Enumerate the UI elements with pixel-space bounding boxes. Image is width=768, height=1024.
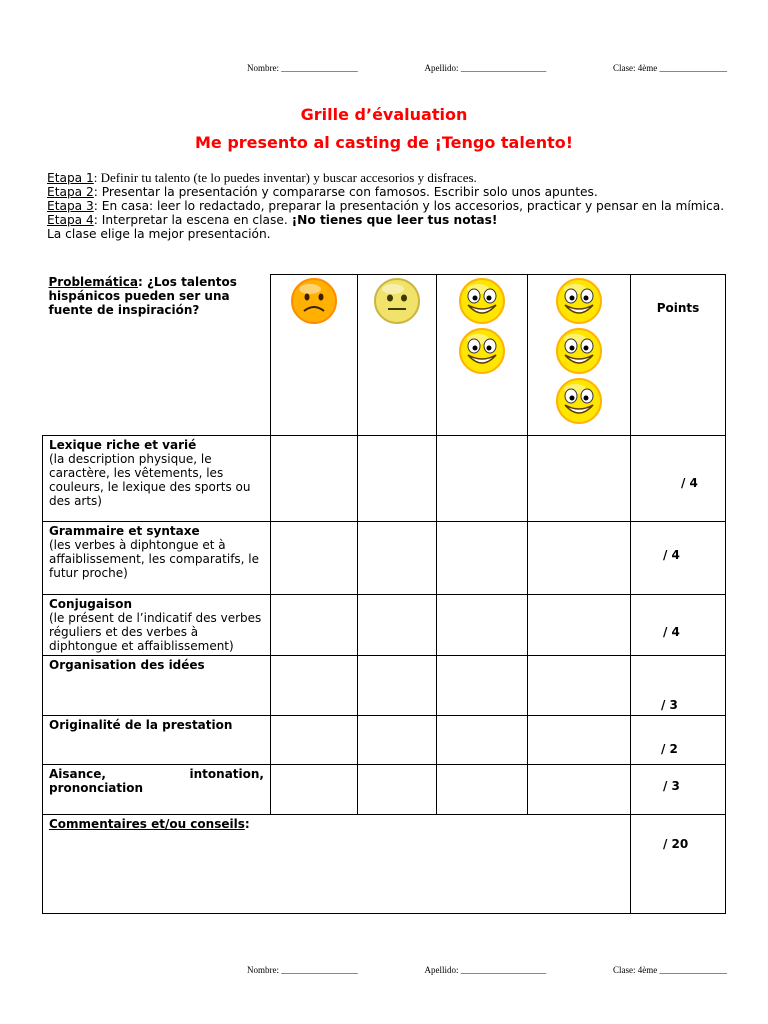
score-cell[interactable] — [437, 656, 528, 716]
criterion-cell: Aisance, intonation, prononciation — [43, 765, 271, 815]
criterion-row — [43, 656, 726, 716]
points-cell: / 4 — [631, 595, 726, 656]
score-cell[interactable] — [437, 716, 528, 765]
clase-field[interactable]: Clase: 4ème _______________ — [613, 965, 727, 975]
step-2: Etapa 2: Presentar la presentación y compararse con famosos. Escribir solo unos apuntes. — [47, 185, 598, 199]
criterion-row — [43, 522, 726, 595]
score-cell[interactable] — [271, 765, 358, 815]
criterion-row — [43, 716, 726, 765]
happy-face-icon — [555, 327, 603, 375]
apellido-field[interactable]: Apellido: ___________________ — [424, 63, 547, 73]
grid-header-row — [43, 275, 726, 436]
face-col-2 — [358, 275, 437, 436]
criterion-cell: Grammaire et syntaxe (les verbes à diphtongue et à affaiblissement, les comparatifs, le futur proche) — [43, 522, 271, 595]
comments-row — [43, 815, 726, 914]
score-cell[interactable] — [358, 522, 437, 595]
comments-cell[interactable]: Commentaires et/ou conseils: — [43, 815, 631, 914]
happy-face-icon — [458, 277, 506, 325]
score-cell[interactable] — [528, 765, 631, 815]
points-cell: / 3 — [631, 765, 726, 815]
score-cell[interactable] — [358, 716, 437, 765]
problem-cell: Problemática: ¿Los talentos hispánicos pueden ser una fuente de inspiración? — [43, 275, 271, 436]
score-cell[interactable] — [271, 436, 358, 522]
student-info-footer — [247, 965, 727, 975]
face-col-3 — [437, 275, 528, 436]
nombre-field[interactable]: Nombre: _________________ — [247, 63, 358, 73]
score-cell[interactable] — [528, 595, 631, 656]
points-header: Points — [631, 275, 726, 436]
neutral-face-icon — [373, 277, 421, 325]
happy-face-icon — [555, 277, 603, 325]
face-col-1 — [271, 275, 358, 436]
score-cell[interactable] — [358, 436, 437, 522]
points-cell: / 2 — [631, 716, 726, 765]
score-cell[interactable] — [528, 716, 631, 765]
happy-face-icon — [458, 327, 506, 375]
score-cell[interactable] — [528, 522, 631, 595]
score-cell[interactable] — [271, 716, 358, 765]
step-1: Etapa 1: Definir tu talento (te lo puedes inventar) y buscar accesorios y disfraces. — [47, 170, 477, 185]
apellido-field[interactable]: Apellido: ___________________ — [424, 965, 547, 975]
criterion-cell: Organisation des idées — [43, 656, 271, 716]
sad-face-icon — [290, 277, 338, 325]
score-cell[interactable] — [271, 595, 358, 656]
step-4: Etapa 4: Interpretar la escena en clase. ¡No tienes que leer tus notas! — [47, 213, 498, 227]
criterion-cell: Originalité de la prestation — [43, 716, 271, 765]
criterion-row — [43, 765, 726, 815]
criterion-cell: Conjugaison (le présent de l’indicatif des verbes réguliers et des verbes à diphtongue et affaiblissement) — [43, 595, 271, 656]
happy-face-icon — [555, 377, 603, 425]
score-cell[interactable] — [271, 522, 358, 595]
criterion-cell: Lexique riche et varié (la description physique, le caractère, les vêtements, les couleurs, le lexique des sports ou des arts) — [43, 436, 271, 522]
page-title: Grille d’évaluation — [300, 105, 468, 124]
step-3: Etapa 3: En casa: leer lo redactado, preparar la presentación y los accesorios, practicar y pensar en la mímica. — [47, 199, 725, 213]
student-info-header — [247, 63, 727, 73]
score-cell[interactable] — [437, 436, 528, 522]
score-cell[interactable] — [358, 595, 437, 656]
score-cell[interactable] — [358, 656, 437, 716]
score-cell[interactable] — [437, 595, 528, 656]
score-cell[interactable] — [271, 656, 358, 716]
page-subtitle: Me presento al casting de ¡Tengo talento! — [194, 133, 574, 152]
steps-list — [47, 171, 727, 241]
face-col-4 — [528, 275, 631, 436]
closing-line: La clase elige la mejor presentación. — [47, 227, 271, 241]
score-cell[interactable] — [437, 522, 528, 595]
score-cell[interactable] — [528, 656, 631, 716]
criterion-row — [43, 436, 726, 522]
nombre-field[interactable]: Nombre: _________________ — [247, 965, 358, 975]
points-cell: / 4 — [631, 522, 726, 595]
evaluation-grid — [42, 274, 726, 914]
score-cell[interactable] — [358, 765, 437, 815]
points-cell: / 3 — [631, 656, 726, 716]
points-cell: / 4 — [631, 436, 726, 522]
criterion-row — [43, 595, 726, 656]
score-cell[interactable] — [528, 436, 631, 522]
score-cell[interactable] — [437, 765, 528, 815]
clase-field[interactable]: Clase: 4ème _______________ — [613, 63, 727, 73]
total-cell: / 20 — [631, 815, 726, 914]
